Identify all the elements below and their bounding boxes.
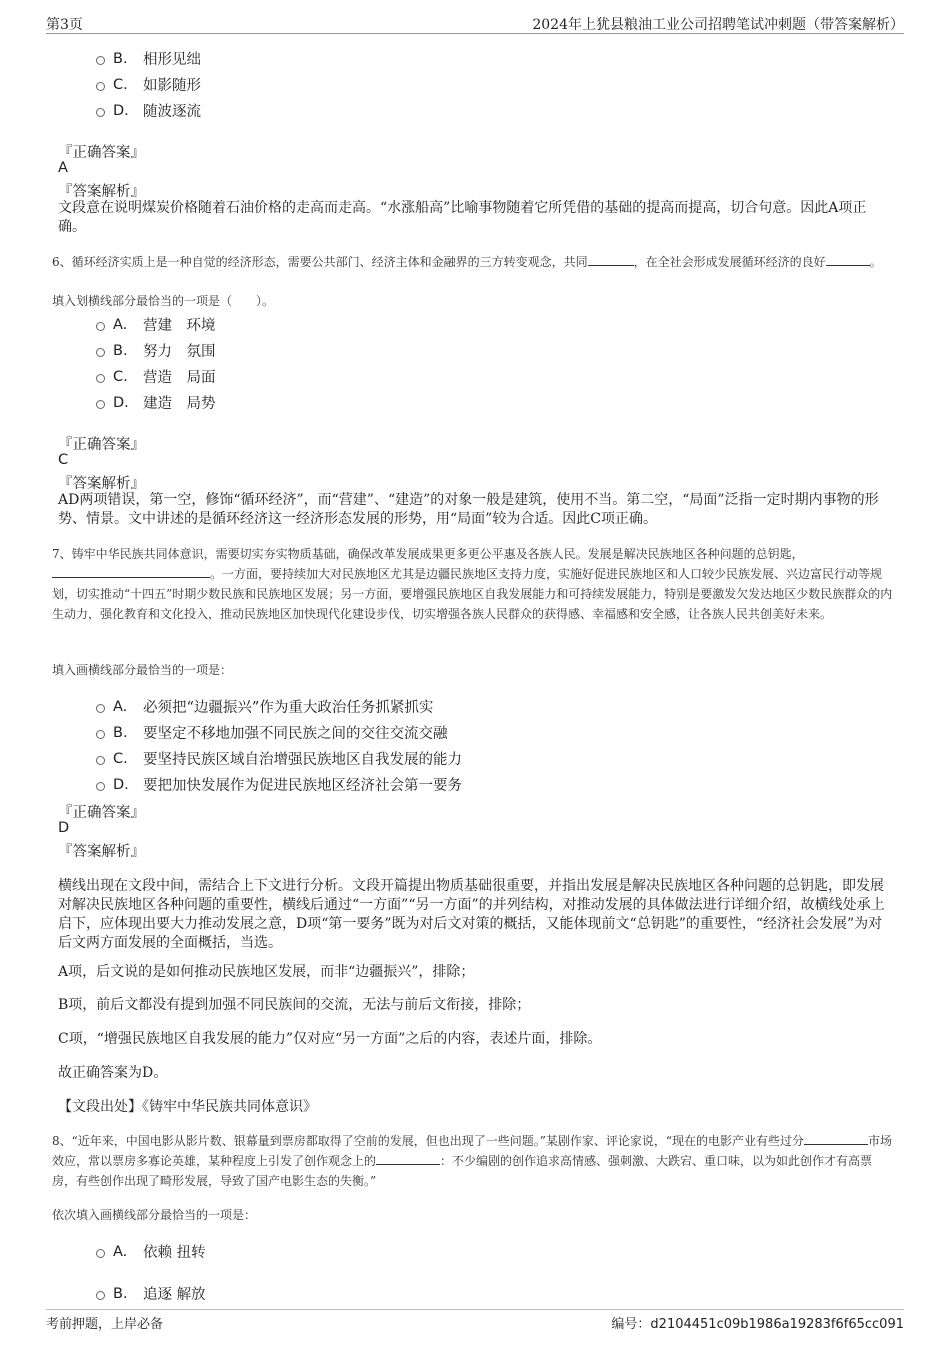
option-text: 营建 环境 (143, 318, 216, 334)
radio-icon[interactable] (96, 348, 105, 357)
radio-icon[interactable] (96, 1249, 105, 1258)
option-text: 努力 氛围 (143, 344, 216, 360)
radio-icon[interactable] (96, 400, 105, 409)
option-letter: A. (113, 698, 128, 715)
q8-stem-part: 市场效应，常以票房多寡论英雄，某种程度上引发了创作观念上的 (52, 1134, 893, 1168)
option-text: 要把加快发展作为促进民族地区经济社会第一要务 (143, 778, 462, 794)
q7-prompt: 填入画横线部分最恰当的一项是： (52, 663, 233, 677)
blank-line (826, 253, 870, 266)
q7-analysis-paragraph: C项，“增强民族地区自我发展的能力”仅对应“另一方面”之后的内容，表述片面，排除。 (58, 1031, 602, 1047)
option-letter: B. (113, 50, 128, 67)
q5-option-d[interactable] (96, 100, 201, 121)
blank-line (804, 1132, 868, 1145)
option-text: 如影随形 (143, 78, 201, 94)
q6-answer: C (58, 452, 69, 468)
option-letter: D. (113, 394, 129, 411)
q7-source: 【文段出处】《铸牢中华民族共同体意识》 (58, 1099, 317, 1115)
q6-stem-part: 。 (869, 255, 882, 269)
q5-option-b[interactable] (96, 48, 201, 69)
q6-option-b[interactable] (96, 340, 216, 361)
radio-icon[interactable] (96, 56, 105, 65)
blank-line (52, 565, 210, 578)
option-text: 要坚持民族区域自治增强民族地区自我发展的能力 (143, 752, 462, 768)
radio-icon[interactable] (96, 782, 105, 791)
option-letter: D. (113, 776, 129, 793)
q7-analysis-paragraph: 横线出现在文段中间，需结合上下文进行分析。文段开篇提出物质基础很重要，并指出发展是解决民族地区各种问题的总钥匙，即发展对解决民族地区各种问题的重要性，横线后通过“一方面”“另一方面”的并列结构，对推动发展的具体做法进行详细介绍，故横线处承上启下，应体现出要大力推动发展之意，D项“第一要务”既为对后文对策的概括，又能体现前文“总钥匙”的重要性，“经济社会发展”为对后文两方面发展的全面概括，当选。 (58, 878, 885, 951)
option-letter: B. (113, 342, 128, 359)
q7-option-d[interactable] (96, 774, 462, 795)
q7-option-a[interactable] (96, 696, 433, 717)
option-text: 必须把“边疆振兴”作为重大政治任务抓紧抓实 (143, 700, 434, 716)
q7-analysis-paragraph: A项，后文说的是如何推动民族地区发展，而非“边疆振兴”，排除； (58, 964, 475, 980)
q8-option-b[interactable] (96, 1283, 206, 1304)
q6-analysis-label: 『答案解析』 (58, 476, 145, 492)
q8-option-a[interactable] (96, 1241, 206, 1262)
radio-icon[interactable] (96, 322, 105, 331)
option-letter: B. (113, 1285, 128, 1302)
q6-stem (52, 252, 896, 272)
q8-stem-part: ：不少编剧的创作追求高情感、强刺激、大跌宕、重口味，以为如此创作才有高票房，有些创作出现了畸形发展，导致了国产电影生态的失衡。” (52, 1154, 873, 1188)
footer-divider (46, 1309, 904, 1310)
q8-stem-part: 8、“近年来，中国电影从影片数、银幕量到票房都取得了空前的发展，但也出现了一些问题。”某剧作家、评论家说，“现在的电影产业有些过分 (52, 1134, 805, 1148)
q7-analysis-label: 『答案解析』 (58, 844, 145, 860)
q6-option-c[interactable] (96, 366, 216, 387)
q7-stem-part: 7、铸牢中华民族共同体意识，需要切实夯实物质基础，确保改革发展成果更多更公平惠及各族人民。发展是解决民族地区各种问题的总钥匙， (52, 547, 804, 561)
q5-analysis: 文段意在说明煤炭价格随着石油价格的走高而走高。“水涨船高”比喻事物随着它所凭借的基础的提高而提高，切合句意。因此A项正确。 (58, 200, 867, 235)
option-text: 随波逐流 (143, 104, 201, 120)
q6-prompt: 填入划横线部分最恰当的一项是（ ）。 (52, 294, 275, 308)
blank-line (588, 253, 634, 266)
radio-icon[interactable] (96, 108, 105, 117)
q6-answer-label: 『正确答案』 (58, 437, 145, 453)
q5-answer: A (58, 160, 68, 176)
option-text: 追逐 解放 (143, 1287, 206, 1303)
radio-icon[interactable] (96, 374, 105, 383)
q6-option-d[interactable] (96, 392, 216, 413)
option-text: 要坚定不移地加强不同民族之间的交往交流交融 (143, 726, 448, 742)
option-letter: C. (113, 750, 128, 767)
radio-icon[interactable] (96, 1291, 105, 1300)
q7-stem (52, 544, 896, 624)
q7-answer: D (58, 820, 70, 836)
header-divider (46, 33, 904, 34)
q7-stem-part: 。一方面，要持续加大对民族地区尤其是边疆民族地区支持力度，实施好促进民族地区和人口较少民族发展、兴边富民行动等规划，切实推动“十四五”时期少数民族和民族地区发展；另一方面，要增强民族地区自我发展能力和可持续发展能力，特别是要激发欠发达地区少数民族群众的内生动力，强化教育和文化投入，推动民族地区加快现代化建设步伐，切实增强各族人民群众的获得感、幸福感和安全感，让各族人民共创美好未来。 (52, 567, 893, 621)
q7-analysis-paragraph: B项，前后文都没有提到加强不同民族间的交流，无法与前后文衔接，排除； (58, 997, 531, 1013)
document-title: 2024年上犹县粮油工业公司招聘笔试冲刺题（带答案解析） (532, 17, 904, 33)
document-id: 编号：d2104451c09b1986a19283f6f65cc091 (611, 1317, 904, 1332)
option-text: 依赖 扭转 (143, 1245, 206, 1261)
radio-icon[interactable] (96, 730, 105, 739)
q6-option-a[interactable] (96, 314, 216, 335)
option-text: 相形见绌 (143, 52, 201, 68)
q6-stem-part: 6、循环经济实质上是一种自觉的经济形态，需要公共部门、经济主体和金融界的三方转变观念，共同 (52, 255, 588, 269)
radio-icon[interactable] (96, 756, 105, 765)
option-letter: A. (113, 1243, 128, 1260)
radio-icon[interactable] (96, 704, 105, 713)
option-text: 建造 局势 (143, 396, 216, 412)
q6-analysis: AD两项错误，第一空，修饰“循环经济”，而“营建”、“建造”的对象一般是建筑，使用不当。第二空，“局面”泛指一定时期内事物的形势、情景。文中讲述的是循环经济这一经济形态发展的形势，用“局面”较为合适。因此C项正确。 (58, 492, 879, 527)
option-letter: B. (113, 724, 128, 741)
option-letter: C. (113, 368, 128, 385)
q7-option-b[interactable] (96, 722, 448, 743)
option-text: 营造 局面 (143, 370, 216, 386)
q8-stem (52, 1131, 896, 1191)
option-letter: D. (113, 102, 129, 119)
q6-stem-part: ，在全社会形成发展循环经济的良好 (633, 255, 826, 269)
option-letter: C. (113, 76, 128, 93)
blank-line (376, 1152, 440, 1165)
option-letter: A. (113, 316, 128, 333)
q5-answer-label: 『正确答案』 (58, 145, 145, 161)
q8-prompt: 依次填入画横线部分最恰当的一项是： (52, 1208, 257, 1222)
q7-analysis-paragraph: 故正确答案为D。 (58, 1065, 168, 1081)
radio-icon[interactable] (96, 82, 105, 91)
footer-slogan: 考前押题，上岸必备 (46, 1317, 164, 1332)
q5-option-c[interactable] (96, 74, 201, 95)
q5-analysis-label: 『答案解析』 (58, 184, 145, 200)
q7-option-c[interactable] (96, 748, 462, 769)
q7-answer-label: 『正确答案』 (58, 805, 145, 821)
page-number: 第3页 (46, 17, 83, 33)
